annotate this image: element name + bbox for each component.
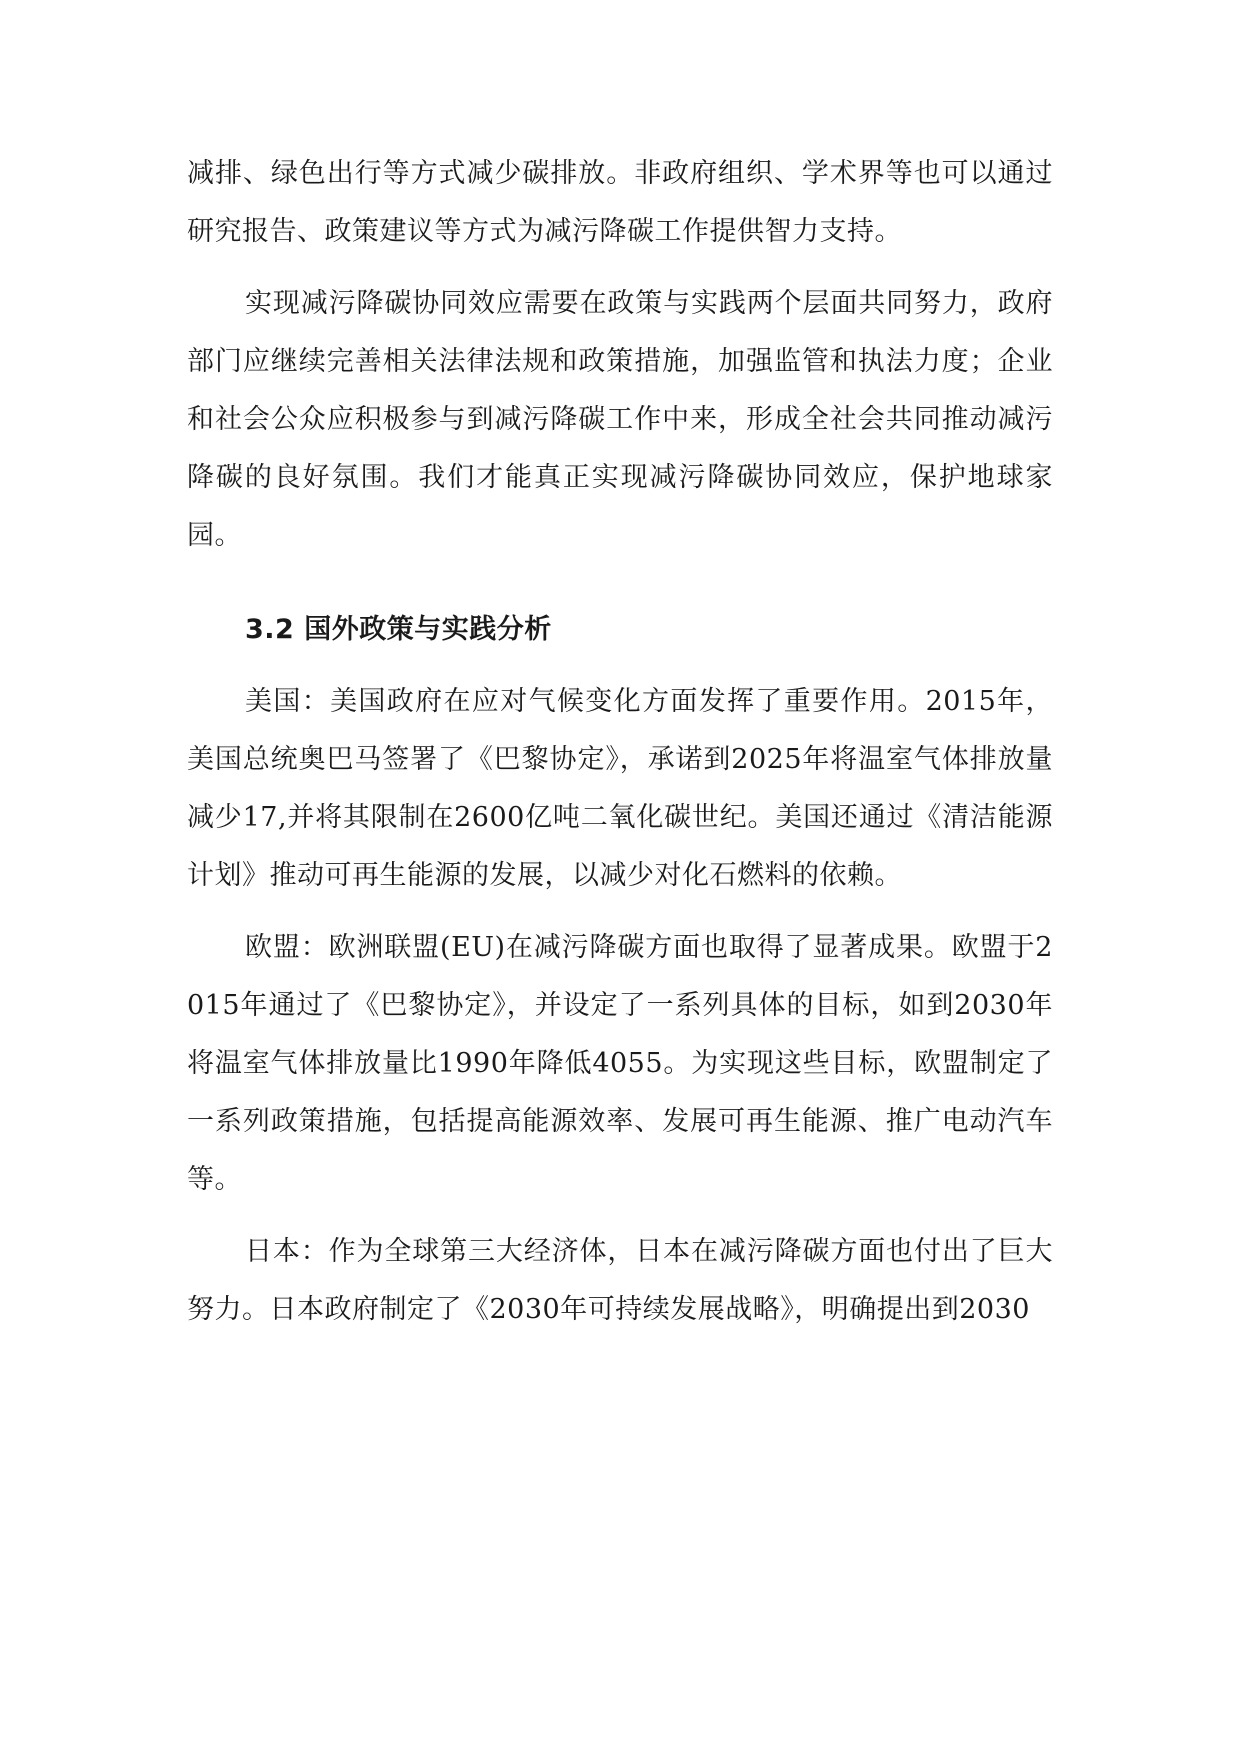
paragraph-synergy-summary: 实现减污降碳协同效应需要在政策与实践两个层面共同努力，政府部门应继续完善相关法律法规和政策措施，加强监管和执法力度；企业和社会公众应积极参与到减污降碳工作中来，形成全社会共同推动减污降碳的良好氛围。我们才能真正实现减污降碳协同效应，保护地球家园。: [187, 288, 1053, 551]
paragraph-japan: 日本：作为全球第三大经济体，日本在减污降碳方面也付出了巨大努力。日本政府制定了《2030年可持续发展战略》，明确提出到2030: [187, 1236, 1053, 1325]
paragraph-continuation: 减排、绿色出行等方式减少碳排放。非政府组织、学术界等也可以通过研究报告、政策建议等方式为减污降碳工作提供智力支持。: [187, 158, 1053, 247]
paragraph-eu: 欧盟：欧洲联盟(EU)在减污降碳方面也取得了显著成果。欧盟于2015年通过了《巴黎协定》，并设定了一系列具体的目标，如到2030年将温室气体排放量比1990年降低4055。为实现这些目标，欧盟制定了一系列政策措施，包括提高能源效率、发展可再生能源、推广电动汽车等。: [187, 932, 1053, 1195]
document-body: [187, 145, 1053, 1353]
section-heading: 3.2 国外政策与实践分析: [245, 614, 552, 645]
paragraph-usa: 美国：美国政府在应对气候变化方面发挥了重要作用。2015年，美国总统奥巴马签署了《巴黎协定》，承诺到2025年将温室气体排放量减少17,并将其限制在2600亿吨二氧化碳世纪。美国还通过《清洁能源计划》推动可再生能源的发展，以减少对化石燃料的依赖。: [187, 686, 1053, 891]
